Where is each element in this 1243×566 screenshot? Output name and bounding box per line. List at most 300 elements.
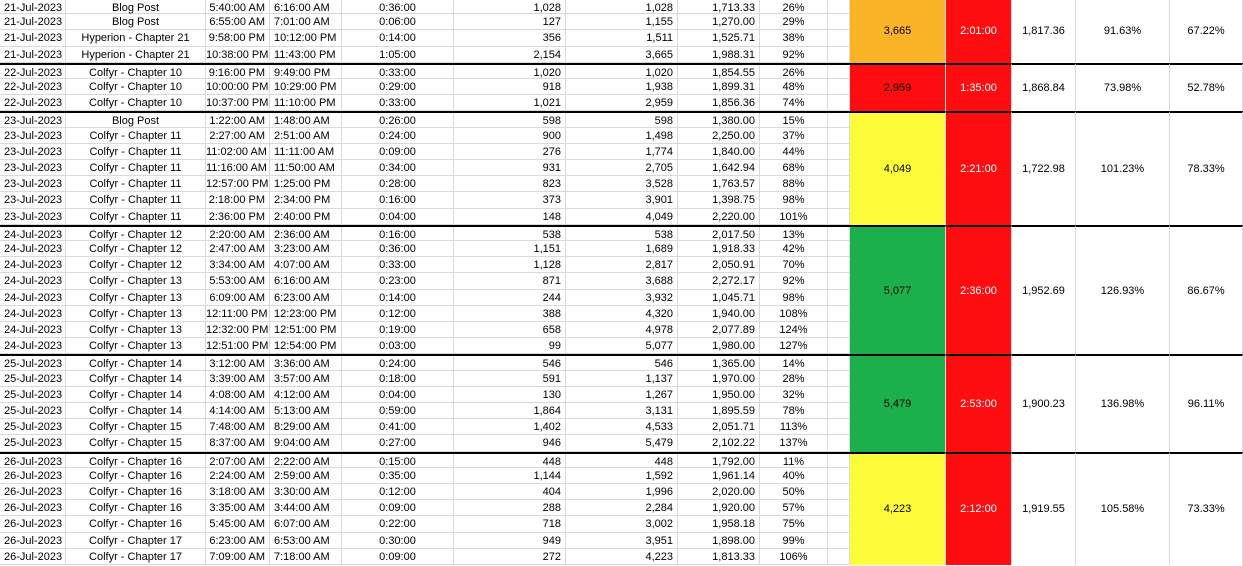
spacer-cell[interactable] <box>828 435 850 451</box>
project-cell[interactable]: Colfyr - Chapter 17 <box>66 549 206 565</box>
start-time-cell[interactable]: 4:08:00 AM <box>206 387 270 403</box>
project-cell[interactable]: Colfyr - Chapter 11 <box>66 192 206 208</box>
start-time-cell[interactable]: 3:35:00 AM <box>206 500 270 516</box>
date-cell[interactable]: 26-Jul-2023 <box>0 533 66 549</box>
percent-a-cell[interactable]: 126.93% <box>1076 225 1170 355</box>
date-cell[interactable]: 26-Jul-2023 <box>0 516 66 532</box>
spacer-cell[interactable] <box>828 549 850 565</box>
date-cell[interactable]: 25-Jul-2023 <box>0 387 66 403</box>
cumulative-words-cell[interactable]: 4,533 <box>566 419 678 435</box>
words-cell[interactable]: 127 <box>454 14 566 30</box>
cumulative-words-cell[interactable]: 598 <box>566 113 678 129</box>
project-cell[interactable]: Colfyr - Chapter 14 <box>66 387 206 403</box>
words-cell[interactable]: 99 <box>454 338 566 354</box>
words-per-hour-cell[interactable]: 1,895.59 <box>678 403 760 419</box>
start-time-cell[interactable]: 10:00:00 PM <box>206 81 269 93</box>
words-cell[interactable]: 1,402 <box>454 419 566 435</box>
project-cell[interactable]: Blog Post <box>66 0 206 16</box>
end-time-cell[interactable]: 10:12:00 PM <box>270 30 342 46</box>
words-cell[interactable]: 918 <box>454 79 566 95</box>
words-cell[interactable]: 1,021 <box>454 95 566 111</box>
words-per-hour-cell[interactable]: 1,380.00 <box>678 113 760 129</box>
progress-pct-cell[interactable]: 57% <box>760 500 828 516</box>
progress-pct-cell[interactable]: 101% <box>760 209 828 225</box>
start-time-cell[interactable]: 5:53:00 AM <box>206 273 270 289</box>
project-cell[interactable]: Colfyr - Chapter 11 <box>66 160 206 176</box>
duration-cell[interactable]: 0:24:00 <box>342 356 454 372</box>
start-time-cell[interactable]: 3:34:00 AM <box>206 257 270 273</box>
total-words-cell[interactable]: 5,479 <box>850 354 946 451</box>
duration-cell[interactable]: 0:30:00 <box>342 533 454 549</box>
words-per-hour-cell[interactable]: 2,220.00 <box>678 209 760 225</box>
progress-pct-cell[interactable]: 78% <box>760 403 828 419</box>
progress-pct-cell[interactable]: 88% <box>760 176 828 192</box>
words-per-hour-cell[interactable]: 1,920.00 <box>678 500 760 516</box>
project-cell[interactable]: Hyperion - Chapter 21 <box>66 30 206 46</box>
start-time-cell[interactable]: 5:45:00 AM <box>206 516 270 532</box>
cumulative-words-cell[interactable]: 3,131 <box>566 403 678 419</box>
words-cell[interactable]: 356 <box>454 30 566 46</box>
cumulative-words-cell[interactable]: 3,901 <box>566 192 678 208</box>
words-per-hour-total-cell[interactable]: 1,919.55 <box>1012 452 1076 565</box>
cumulative-words-cell[interactable]: 2,705 <box>566 160 678 176</box>
project-cell[interactable]: Colfyr - Chapter 10 <box>66 79 206 95</box>
project-cell[interactable]: Colfyr - Chapter 11 <box>66 209 206 225</box>
cumulative-words-cell[interactable]: 4,320 <box>566 306 678 322</box>
duration-cell[interactable]: 0:26:00 <box>342 113 454 129</box>
words-cell[interactable]: 718 <box>454 516 566 532</box>
project-cell[interactable]: Colfyr - Chapter 11 <box>66 176 206 192</box>
words-per-hour-cell[interactable]: 1,642.94 <box>678 160 760 176</box>
date-cell[interactable]: 22-Jul-2023 <box>0 79 66 95</box>
words-per-hour-cell[interactable]: 1,961.14 <box>678 468 760 484</box>
start-time-cell[interactable]: 10:38:00 PM <box>206 48 269 61</box>
start-time-cell[interactable]: 7:48:00 AM <box>206 419 270 435</box>
progress-pct-cell[interactable]: 38% <box>760 30 828 46</box>
end-time-cell[interactable]: 2:51:00 AM <box>270 128 342 144</box>
duration-cell[interactable]: 0:33:00 <box>342 257 454 273</box>
end-time-cell[interactable]: 9:04:00 AM <box>270 435 342 451</box>
end-time-cell[interactable]: 2:36:00 AM <box>270 227 342 243</box>
date-cell[interactable]: 25-Jul-2023 <box>0 371 66 387</box>
progress-pct-cell[interactable]: 28% <box>760 371 828 387</box>
cumulative-words-cell[interactable]: 2,959 <box>566 95 678 111</box>
cumulative-words-cell[interactable]: 1,938 <box>566 79 678 95</box>
words-per-hour-cell[interactable]: 1,713.33 <box>678 0 760 16</box>
date-cell[interactable]: 23-Jul-2023 <box>0 160 66 176</box>
words-per-hour-cell[interactable]: 1,270.00 <box>678 14 760 30</box>
spacer-cell[interactable] <box>828 468 850 484</box>
percent-b-cell[interactable]: 52.78% <box>1170 63 1243 112</box>
words-cell[interactable]: 272 <box>454 549 566 565</box>
progress-pct-cell[interactable]: 26% <box>760 65 828 81</box>
words-cell[interactable]: 1,020 <box>454 65 566 81</box>
progress-pct-cell[interactable]: 92% <box>760 273 828 289</box>
cumulative-words-cell[interactable]: 3,932 <box>566 290 678 306</box>
cumulative-words-cell[interactable]: 1,267 <box>566 387 678 403</box>
date-cell[interactable]: 24-Jul-2023 <box>0 257 66 273</box>
cumulative-words-cell[interactable]: 3,528 <box>566 176 678 192</box>
start-time-cell[interactable]: 2:27:00 AM <box>206 128 270 144</box>
progress-pct-cell[interactable]: 106% <box>760 549 828 565</box>
total-time-cell[interactable]: 1:35:00 <box>946 63 1012 112</box>
words-per-hour-cell[interactable]: 1,950.00 <box>678 387 760 403</box>
duration-cell[interactable]: 0:03:00 <box>342 338 454 354</box>
words-cell[interactable]: 823 <box>454 176 566 192</box>
words-per-hour-cell[interactable]: 1,365.00 <box>678 356 760 372</box>
start-time-cell[interactable]: 11:02:00 AM <box>206 144 270 160</box>
start-time-cell[interactable]: 12:11:00 PM <box>206 306 270 322</box>
cumulative-words-cell[interactable]: 1,774 <box>566 144 678 160</box>
cumulative-words-cell[interactable]: 5,077 <box>566 338 678 354</box>
words-per-hour-cell[interactable]: 1,045.71 <box>678 290 760 306</box>
spacer-cell[interactable] <box>828 144 850 160</box>
date-cell[interactable]: 24-Jul-2023 <box>0 227 66 243</box>
words-per-hour-cell[interactable]: 1,525.71 <box>678 30 760 46</box>
progress-pct-cell[interactable]: 124% <box>760 322 828 338</box>
progress-pct-cell[interactable]: 74% <box>760 95 828 111</box>
date-cell[interactable]: 21-Jul-2023 <box>0 0 66 16</box>
cumulative-words-cell[interactable]: 4,049 <box>566 209 678 225</box>
start-time-cell[interactable]: 6:23:00 AM <box>206 533 270 549</box>
date-cell[interactable]: 26-Jul-2023 <box>0 468 66 484</box>
total-time-cell[interactable]: 2:53:00 <box>946 354 1012 451</box>
duration-cell[interactable]: 0:27:00 <box>342 435 454 451</box>
percent-a-cell[interactable]: 73.98% <box>1076 63 1170 112</box>
duration-cell[interactable]: 0:04:00 <box>342 387 454 403</box>
date-cell[interactable]: 24-Jul-2023 <box>0 338 66 354</box>
progress-pct-cell[interactable]: 92% <box>760 47 828 63</box>
progress-pct-cell[interactable]: 32% <box>760 387 828 403</box>
percent-b-cell[interactable]: 78.33% <box>1170 111 1243 224</box>
end-time-cell[interactable]: 7:18:00 AM <box>270 549 342 565</box>
words-cell[interactable]: 388 <box>454 306 566 322</box>
duration-cell[interactable]: 0:09:00 <box>342 144 454 160</box>
duration-cell[interactable]: 1:05:00 <box>342 47 454 63</box>
progress-pct-cell[interactable]: 113% <box>760 419 828 435</box>
end-time-cell[interactable]: 2:59:00 AM <box>270 468 342 484</box>
percent-a-cell[interactable]: 101.23% <box>1076 111 1170 224</box>
end-time-cell[interactable]: 12:54:00 PM <box>270 338 342 354</box>
progress-pct-cell[interactable]: 37% <box>760 128 828 144</box>
percent-a-cell[interactable]: 91.63% <box>1076 0 1170 63</box>
project-cell[interactable]: Colfyr - Chapter 12 <box>66 227 206 243</box>
spacer-cell[interactable] <box>828 533 850 549</box>
start-time-cell[interactable]: 10:37:00 PM <box>206 97 269 110</box>
percent-b-cell[interactable]: 67.22% <box>1170 0 1243 63</box>
total-words-cell[interactable]: 3,665 <box>850 0 946 63</box>
spacer-cell[interactable] <box>828 516 850 532</box>
words-cell[interactable]: 1,151 <box>454 241 566 257</box>
start-time-cell[interactable]: 2:20:00 AM <box>206 227 270 243</box>
cumulative-words-cell[interactable]: 1,996 <box>566 484 678 500</box>
spacer-cell[interactable] <box>828 257 850 273</box>
total-words-cell[interactable]: 4,223 <box>850 452 946 565</box>
project-cell[interactable]: Colfyr - Chapter 14 <box>66 371 206 387</box>
project-cell[interactable]: Colfyr - Chapter 10 <box>66 95 206 111</box>
project-cell[interactable]: Colfyr - Chapter 13 <box>66 322 206 338</box>
percent-a-cell[interactable]: 136.98% <box>1076 354 1170 451</box>
words-cell[interactable]: 276 <box>454 144 566 160</box>
spacer-cell[interactable] <box>828 79 850 95</box>
words-cell[interactable]: 448 <box>454 454 566 470</box>
duration-cell[interactable]: 0:35:00 <box>342 468 454 484</box>
progress-pct-cell[interactable]: 40% <box>760 468 828 484</box>
start-time-cell[interactable]: 12:51:00 PM <box>206 340 269 353</box>
duration-cell[interactable]: 0:33:00 <box>342 65 454 81</box>
progress-pct-cell[interactable]: 127% <box>760 338 828 354</box>
words-per-hour-total-cell[interactable]: 1,900.23 <box>1012 354 1076 451</box>
date-cell[interactable]: 26-Jul-2023 <box>0 500 66 516</box>
words-cell[interactable]: 404 <box>454 484 566 500</box>
start-time-cell[interactable]: 3:39:00 AM <box>206 371 270 387</box>
words-per-hour-cell[interactable]: 1,980.00 <box>678 338 760 354</box>
cumulative-words-cell[interactable]: 2,284 <box>566 500 678 516</box>
duration-cell[interactable]: 0:36:00 <box>342 241 454 257</box>
total-words-cell[interactable]: 5,077 <box>850 225 946 355</box>
words-cell[interactable]: 871 <box>454 273 566 289</box>
project-cell[interactable]: Blog Post <box>66 113 206 129</box>
project-cell[interactable]: Colfyr - Chapter 11 <box>66 144 206 160</box>
cumulative-words-cell[interactable]: 4,978 <box>566 322 678 338</box>
duration-cell[interactable]: 0:12:00 <box>342 306 454 322</box>
date-cell[interactable]: 26-Jul-2023 <box>0 454 66 470</box>
end-time-cell[interactable]: 2:34:00 PM <box>270 192 342 208</box>
end-time-cell[interactable]: 2:40:00 PM <box>270 209 342 225</box>
cumulative-words-cell[interactable]: 1,689 <box>566 241 678 257</box>
words-cell[interactable]: 1,144 <box>454 468 566 484</box>
total-time-cell[interactable]: 2:12:00 <box>946 452 1012 565</box>
spacer-cell[interactable] <box>828 484 850 500</box>
spacer-cell[interactable] <box>828 95 850 111</box>
end-time-cell[interactable]: 4:07:00 AM <box>270 257 342 273</box>
words-per-hour-cell[interactable]: 1,940.00 <box>678 306 760 322</box>
duration-cell[interactable]: 0:12:00 <box>342 484 454 500</box>
percent-b-cell[interactable]: 86.67% <box>1170 225 1243 355</box>
words-per-hour-cell[interactable]: 1,970.00 <box>678 371 760 387</box>
project-cell[interactable]: Colfyr - Chapter 16 <box>66 484 206 500</box>
date-cell[interactable]: 24-Jul-2023 <box>0 290 66 306</box>
start-time-cell[interactable]: 6:55:00 AM <box>206 14 270 30</box>
date-cell[interactable]: 24-Jul-2023 <box>0 241 66 257</box>
duration-cell[interactable]: 0:15:00 <box>342 454 454 470</box>
cumulative-words-cell[interactable]: 3,951 <box>566 533 678 549</box>
words-per-hour-cell[interactable]: 1,854.55 <box>678 65 760 81</box>
cumulative-words-cell[interactable]: 1,137 <box>566 371 678 387</box>
words-cell[interactable]: 1,864 <box>454 403 566 419</box>
project-cell[interactable]: Colfyr - Chapter 13 <box>66 290 206 306</box>
project-cell[interactable]: Colfyr - Chapter 14 <box>66 356 206 372</box>
words-per-hour-cell[interactable]: 2,051.71 <box>678 419 760 435</box>
progress-pct-cell[interactable]: 26% <box>760 0 828 16</box>
cumulative-words-cell[interactable]: 1,498 <box>566 128 678 144</box>
project-cell[interactable]: Colfyr - Chapter 16 <box>66 500 206 516</box>
end-time-cell[interactable]: 3:57:00 AM <box>270 371 342 387</box>
date-cell[interactable]: 21-Jul-2023 <box>0 30 66 46</box>
cumulative-words-cell[interactable]: 3,688 <box>566 273 678 289</box>
end-time-cell[interactable]: 1:48:00 AM <box>270 113 342 129</box>
start-time-cell[interactable]: 9:16:00 PM <box>206 65 270 81</box>
spacer-cell[interactable] <box>828 322 850 338</box>
start-time-cell[interactable]: 5:40:00 AM <box>206 0 270 16</box>
start-time-cell[interactable]: 3:12:00 AM <box>206 356 270 372</box>
date-cell[interactable]: 22-Jul-2023 <box>0 95 66 111</box>
start-time-cell[interactable]: 7:09:00 AM <box>206 549 270 565</box>
end-time-cell[interactable]: 6:23:00 AM <box>270 290 342 306</box>
date-cell[interactable]: 25-Jul-2023 <box>0 419 66 435</box>
project-cell[interactable]: Colfyr - Chapter 13 <box>66 306 206 322</box>
progress-pct-cell[interactable]: 48% <box>760 79 828 95</box>
duration-cell[interactable]: 0:06:00 <box>342 14 454 30</box>
progress-pct-cell[interactable]: 70% <box>760 257 828 273</box>
end-time-cell[interactable]: 6:07:00 AM <box>270 516 342 532</box>
spacer-cell[interactable] <box>828 290 850 306</box>
spacer-cell[interactable] <box>828 47 850 63</box>
progress-pct-cell[interactable]: 42% <box>760 241 828 257</box>
spacer-cell[interactable] <box>828 403 850 419</box>
start-time-cell[interactable]: 1:22:00 AM <box>206 113 270 129</box>
words-per-hour-cell[interactable]: 1,856.36 <box>678 95 760 111</box>
words-per-hour-cell[interactable]: 1,763.57 <box>678 176 760 192</box>
spacer-cell[interactable] <box>828 209 850 225</box>
cumulative-words-cell[interactable]: 5,479 <box>566 435 678 451</box>
end-time-cell[interactable]: 12:51:00 PM <box>270 322 342 338</box>
words-per-hour-cell[interactable]: 2,050.91 <box>678 257 760 273</box>
spacer-cell[interactable] <box>828 176 850 192</box>
end-time-cell[interactable]: 6:53:00 AM <box>270 533 342 549</box>
percent-b-cell[interactable]: 96.11% <box>1170 354 1243 451</box>
progress-pct-cell[interactable]: 13% <box>760 227 828 243</box>
words-per-hour-cell[interactable]: 1,398.75 <box>678 192 760 208</box>
end-time-cell[interactable]: 12:23:00 PM <box>270 306 342 322</box>
cumulative-words-cell[interactable]: 2,817 <box>566 257 678 273</box>
date-cell[interactable]: 22-Jul-2023 <box>0 65 66 81</box>
date-cell[interactable]: 23-Jul-2023 <box>0 144 66 160</box>
start-time-cell[interactable]: 3:18:00 AM <box>206 484 270 500</box>
date-cell[interactable]: 24-Jul-2023 <box>0 322 66 338</box>
duration-cell[interactable]: 0:09:00 <box>342 549 454 565</box>
words-cell[interactable]: 244 <box>454 290 566 306</box>
words-cell[interactable]: 1,028 <box>454 0 566 16</box>
words-cell[interactable]: 1,128 <box>454 257 566 273</box>
project-cell[interactable]: Colfyr - Chapter 11 <box>66 128 206 144</box>
words-cell[interactable]: 546 <box>454 356 566 372</box>
duration-cell[interactable]: 0:34:00 <box>342 160 454 176</box>
start-time-cell[interactable]: 2:07:00 AM <box>206 454 270 470</box>
words-cell[interactable]: 900 <box>454 128 566 144</box>
total-words-cell[interactable]: 4,049 <box>850 111 946 224</box>
duration-cell[interactable]: 0:09:00 <box>342 500 454 516</box>
project-cell[interactable]: Colfyr - Chapter 16 <box>66 454 206 470</box>
words-per-hour-cell[interactable]: 1,792.00 <box>678 454 760 470</box>
total-time-cell[interactable]: 2:01:00 <box>946 0 1012 63</box>
progress-pct-cell[interactable]: 99% <box>760 533 828 549</box>
date-cell[interactable]: 26-Jul-2023 <box>0 549 66 565</box>
words-cell[interactable]: 288 <box>454 500 566 516</box>
start-time-cell[interactable]: 6:09:00 AM <box>206 290 270 306</box>
cumulative-words-cell[interactable]: 1,028 <box>566 0 678 16</box>
project-cell[interactable]: Colfyr - Chapter 12 <box>66 257 206 273</box>
cumulative-words-cell[interactable]: 538 <box>566 227 678 243</box>
words-per-hour-cell[interactable]: 1,813.33 <box>678 549 760 565</box>
end-time-cell[interactable]: 3:44:00 AM <box>270 500 342 516</box>
words-per-hour-cell[interactable]: 2,102.22 <box>678 435 760 451</box>
start-time-cell[interactable]: 2:24:00 AM <box>206 468 270 484</box>
spacer-cell[interactable] <box>828 30 850 46</box>
duration-cell[interactable]: 0:04:00 <box>342 209 454 225</box>
words-per-hour-cell[interactable]: 1,898.00 <box>678 533 760 549</box>
words-per-hour-cell[interactable]: 2,077.89 <box>678 322 760 338</box>
end-time-cell[interactable]: 8:29:00 AM <box>270 419 342 435</box>
progress-pct-cell[interactable]: 11% <box>760 454 828 470</box>
progress-pct-cell[interactable]: 98% <box>760 290 828 306</box>
end-time-cell[interactable]: 11:43:00 PM <box>270 47 342 63</box>
words-per-hour-total-cell[interactable]: 1,817.36 <box>1012 0 1076 63</box>
end-time-cell[interactable]: 3:30:00 AM <box>270 484 342 500</box>
progress-pct-cell[interactable]: 98% <box>760 192 828 208</box>
project-cell[interactable]: Colfyr - Chapter 14 <box>66 403 206 419</box>
end-time-cell[interactable]: 5:13:00 AM <box>270 403 342 419</box>
words-cell[interactable]: 598 <box>454 113 566 129</box>
date-cell[interactable]: 26-Jul-2023 <box>0 484 66 500</box>
spacer-cell[interactable] <box>828 500 850 516</box>
start-time-cell[interactable]: 4:14:00 AM <box>206 403 270 419</box>
cumulative-words-cell[interactable]: 546 <box>566 356 678 372</box>
duration-cell[interactable]: 0:16:00 <box>342 227 454 243</box>
date-cell[interactable]: 23-Jul-2023 <box>0 113 66 129</box>
start-time-cell[interactable]: 12:32:00 PM <box>206 324 269 336</box>
duration-cell[interactable]: 0:16:00 <box>342 192 454 208</box>
start-time-cell[interactable]: 9:58:00 PM <box>206 30 270 46</box>
project-cell[interactable]: Colfyr - Chapter 13 <box>66 273 206 289</box>
project-cell[interactable]: Colfyr - Chapter 16 <box>66 468 206 484</box>
cumulative-words-cell[interactable]: 1,511 <box>566 30 678 46</box>
end-time-cell[interactable]: 7:01:00 AM <box>270 14 342 30</box>
cumulative-words-cell[interactable]: 4,223 <box>566 549 678 565</box>
words-per-hour-cell[interactable]: 2,017.50 <box>678 227 760 243</box>
words-cell[interactable]: 931 <box>454 160 566 176</box>
end-time-cell[interactable]: 6:16:00 AM <box>270 0 342 16</box>
project-cell[interactable]: Colfyr - Chapter 10 <box>66 65 206 81</box>
cumulative-words-cell[interactable]: 1,592 <box>566 468 678 484</box>
duration-cell[interactable]: 0:28:00 <box>342 176 454 192</box>
date-cell[interactable]: 23-Jul-2023 <box>0 192 66 208</box>
words-cell[interactable]: 658 <box>454 322 566 338</box>
progress-pct-cell[interactable]: 108% <box>760 306 828 322</box>
end-time-cell[interactable]: 4:12:00 AM <box>270 387 342 403</box>
progress-pct-cell[interactable]: 137% <box>760 435 828 451</box>
words-per-hour-cell[interactable]: 2,020.00 <box>678 484 760 500</box>
end-time-cell[interactable]: 11:50:00 AM <box>270 160 342 176</box>
words-per-hour-cell[interactable]: 1,918.33 <box>678 241 760 257</box>
words-per-hour-total-cell[interactable]: 1,868.84 <box>1012 63 1076 112</box>
date-cell[interactable]: 24-Jul-2023 <box>0 306 66 322</box>
spacer-cell[interactable] <box>828 371 850 387</box>
end-time-cell[interactable]: 11:10:00 PM <box>270 95 342 111</box>
progress-pct-cell[interactable]: 50% <box>760 484 828 500</box>
end-time-cell[interactable]: 3:36:00 AM <box>270 356 342 372</box>
date-cell[interactable]: 23-Jul-2023 <box>0 176 66 192</box>
start-time-cell[interactable]: 11:16:00 AM <box>206 160 270 176</box>
project-cell[interactable]: Colfyr - Chapter 16 <box>66 516 206 532</box>
project-cell[interactable]: Colfyr - Chapter 15 <box>66 435 206 451</box>
project-cell[interactable]: Hyperion - Chapter 21 <box>66 47 206 63</box>
progress-pct-cell[interactable]: 75% <box>760 516 828 532</box>
cumulative-words-cell[interactable]: 1,020 <box>566 65 678 81</box>
words-cell[interactable]: 130 <box>454 387 566 403</box>
spacer-cell[interactable] <box>828 160 850 176</box>
project-cell[interactable]: Colfyr - Chapter 17 <box>66 533 206 549</box>
